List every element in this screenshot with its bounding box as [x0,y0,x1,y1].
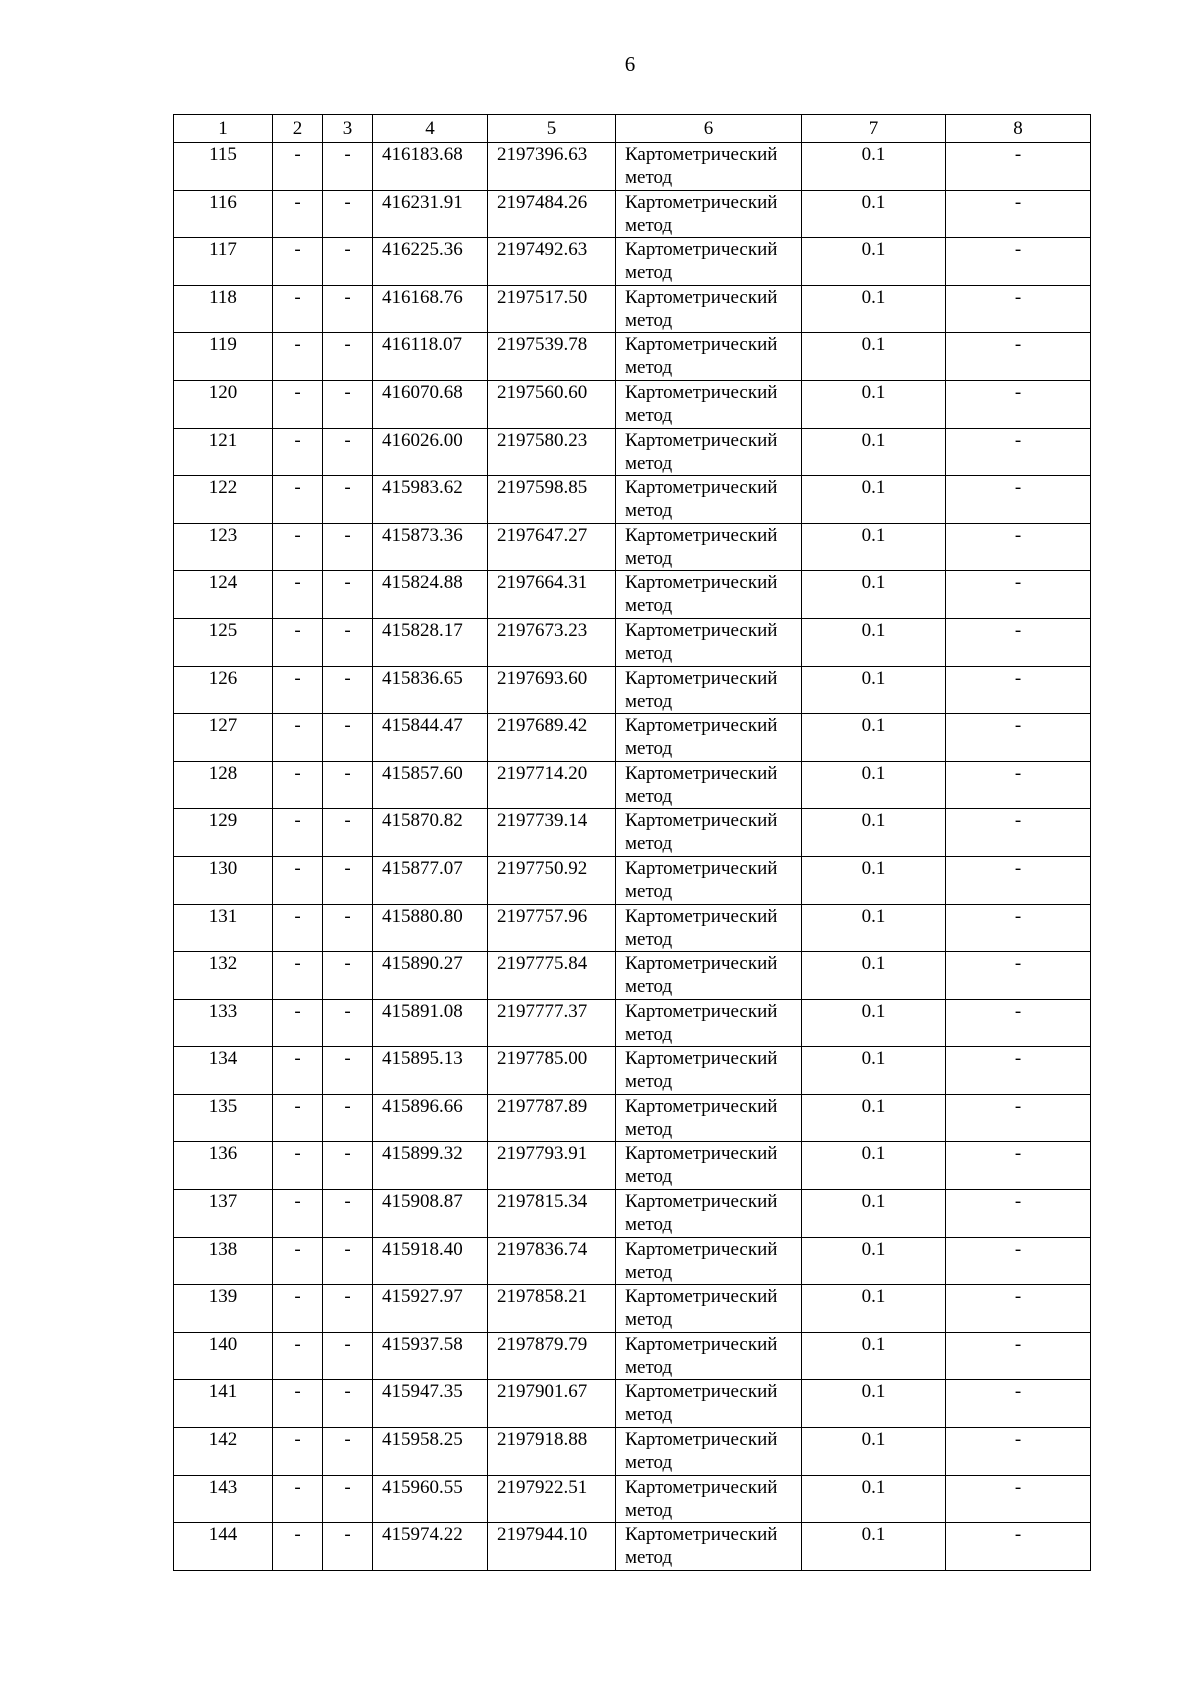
page-number: 6 [624,52,636,76]
note-cell: - [946,190,1091,238]
table-row [174,1523,1091,1571]
x-coordinate-cell: 415896.66 [373,1094,488,1142]
method-cell: Картометрический метод [616,856,802,904]
method-cell: Картометрический метод [616,1475,802,1523]
note-cell: - [946,238,1091,286]
accuracy-cell: 0.1 [802,714,946,762]
column-header: 4 [373,115,488,143]
column-3-cell: - [323,1428,373,1476]
column-3-cell: - [323,476,373,524]
note-cell: - [946,1428,1091,1476]
y-coordinate-cell: 2197739.14 [488,809,616,857]
note-cell: - [946,666,1091,714]
method-cell: Картометрический метод [616,143,802,191]
table-row [174,1332,1091,1380]
table-row [174,1428,1091,1476]
point-number-cell: 115 [174,143,273,191]
x-coordinate-cell: 415880.80 [373,904,488,952]
column-3-cell: - [323,1523,373,1571]
note-cell: - [946,1047,1091,1095]
point-number-cell: 139 [174,1285,273,1333]
point-number-cell: 128 [174,761,273,809]
column-3-cell: - [323,904,373,952]
method-cell: Картометрический метод [616,1094,802,1142]
column-2-cell: - [273,1380,323,1428]
x-coordinate-cell: 415899.32 [373,1142,488,1190]
table-row [174,523,1091,571]
point-number-cell: 118 [174,285,273,333]
point-number-cell: 116 [174,190,273,238]
column-2-cell: - [273,809,323,857]
y-coordinate-cell: 2197901.67 [488,1380,616,1428]
table-row [174,190,1091,238]
table-row [174,1237,1091,1285]
accuracy-cell: 0.1 [802,1285,946,1333]
table-row [174,856,1091,904]
point-number-cell: 122 [174,476,273,524]
column-2-cell: - [273,428,323,476]
x-coordinate-cell: 416231.91 [373,190,488,238]
method-cell: Картометрический метод [616,952,802,1000]
x-coordinate-cell: 416070.68 [373,380,488,428]
point-number-cell: 123 [174,523,273,571]
note-cell: - [946,618,1091,666]
method-cell: Картометрический метод [616,618,802,666]
point-number-cell: 121 [174,428,273,476]
accuracy-cell: 0.1 [802,618,946,666]
column-2-cell: - [273,1332,323,1380]
accuracy-cell: 0.1 [802,571,946,619]
y-coordinate-cell: 2197647.27 [488,523,616,571]
y-coordinate-cell: 2197664.31 [488,571,616,619]
note-cell: - [946,952,1091,1000]
method-cell: Картометрический метод [616,761,802,809]
accuracy-cell: 0.1 [802,761,946,809]
note-cell: - [946,809,1091,857]
note-cell: - [946,380,1091,428]
x-coordinate-cell: 415857.60 [373,761,488,809]
column-2-cell: - [273,476,323,524]
accuracy-cell: 0.1 [802,1094,946,1142]
column-header: 8 [946,115,1091,143]
y-coordinate-cell: 2197396.63 [488,143,616,191]
x-coordinate-cell: 416118.07 [373,333,488,381]
note-cell: - [946,523,1091,571]
column-2-cell: - [273,999,323,1047]
table-row [174,904,1091,952]
column-3-cell: - [323,1047,373,1095]
x-coordinate-cell: 415895.13 [373,1047,488,1095]
point-number-cell: 117 [174,238,273,286]
accuracy-cell: 0.1 [802,1380,946,1428]
column-3-cell: - [323,1380,373,1428]
method-cell: Картометрический метод [616,428,802,476]
note-cell: - [946,761,1091,809]
y-coordinate-cell: 2197944.10 [488,1523,616,1571]
note-cell: - [946,571,1091,619]
note-cell: - [946,904,1091,952]
column-2-cell: - [273,380,323,428]
table-row [174,285,1091,333]
table-row [174,952,1091,1000]
table-body [174,143,1091,1571]
point-number-cell: 133 [174,999,273,1047]
accuracy-cell: 0.1 [802,1047,946,1095]
note-cell: - [946,476,1091,524]
column-2-cell: - [273,761,323,809]
table-row [174,761,1091,809]
column-3-cell: - [323,523,373,571]
note-cell: - [946,285,1091,333]
y-coordinate-cell: 2197836.74 [488,1237,616,1285]
note-cell: - [946,1332,1091,1380]
x-coordinate-cell: 416168.76 [373,285,488,333]
point-number-cell: 124 [174,571,273,619]
method-cell: Картометрический метод [616,809,802,857]
y-coordinate-cell: 2197517.50 [488,285,616,333]
point-number-cell: 135 [174,1094,273,1142]
point-number-cell: 134 [174,1047,273,1095]
y-coordinate-cell: 2197560.60 [488,380,616,428]
method-cell: Картометрический метод [616,904,802,952]
method-cell: Картометрический метод [616,190,802,238]
accuracy-cell: 0.1 [802,428,946,476]
x-coordinate-cell: 416225.36 [373,238,488,286]
method-cell: Картометрический метод [616,523,802,571]
x-coordinate-cell: 415960.55 [373,1475,488,1523]
column-2-cell: - [273,523,323,571]
table-row [174,476,1091,524]
x-coordinate-cell: 415870.82 [373,809,488,857]
column-2-cell: - [273,1475,323,1523]
column-3-cell: - [323,714,373,762]
point-number-cell: 132 [174,952,273,1000]
x-coordinate-cell: 415891.08 [373,999,488,1047]
x-coordinate-cell: 415927.97 [373,1285,488,1333]
accuracy-cell: 0.1 [802,523,946,571]
point-number-cell: 136 [174,1142,273,1190]
x-coordinate-cell: 415958.25 [373,1428,488,1476]
note-cell: - [946,856,1091,904]
column-3-cell: - [323,761,373,809]
table-row [174,1190,1091,1238]
column-2-cell: - [273,1285,323,1333]
accuracy-cell: 0.1 [802,809,946,857]
column-2-cell: - [273,333,323,381]
note-cell: - [946,333,1091,381]
column-3-cell: - [323,1475,373,1523]
table-row [174,1285,1091,1333]
column-3-cell: - [323,1094,373,1142]
accuracy-cell: 0.1 [802,143,946,191]
y-coordinate-cell: 2197693.60 [488,666,616,714]
table-row [174,143,1091,191]
column-2-cell: - [273,714,323,762]
column-3-cell: - [323,809,373,857]
column-2-cell: - [273,143,323,191]
x-coordinate-cell: 415937.58 [373,1332,488,1380]
note-cell: - [946,714,1091,762]
x-coordinate-cell: 416026.00 [373,428,488,476]
column-3-cell: - [323,666,373,714]
column-2-cell: - [273,618,323,666]
table-row [174,238,1091,286]
column-3-cell: - [323,190,373,238]
note-cell: - [946,1380,1091,1428]
y-coordinate-cell: 2197757.96 [488,904,616,952]
table-row [174,618,1091,666]
column-3-cell: - [323,143,373,191]
method-cell: Картометрический метод [616,666,802,714]
x-coordinate-cell: 415908.87 [373,1190,488,1238]
y-coordinate-cell: 2197787.89 [488,1094,616,1142]
note-cell: - [946,1285,1091,1333]
point-number-cell: 130 [174,856,273,904]
y-coordinate-cell: 2197777.37 [488,999,616,1047]
table-row [174,1047,1091,1095]
accuracy-cell: 0.1 [802,1475,946,1523]
point-number-cell: 126 [174,666,273,714]
column-header: 5 [488,115,616,143]
note-cell: - [946,1190,1091,1238]
column-2-cell: - [273,1047,323,1095]
method-cell: Картометрический метод [616,1237,802,1285]
column-3-cell: - [323,1190,373,1238]
table-row [174,1475,1091,1523]
column-3-cell: - [323,571,373,619]
column-header: 2 [273,115,323,143]
table-row [174,1142,1091,1190]
y-coordinate-cell: 2197750.92 [488,856,616,904]
y-coordinate-cell: 2197689.42 [488,714,616,762]
column-2-cell: - [273,1428,323,1476]
column-3-cell: - [323,618,373,666]
accuracy-cell: 0.1 [802,1332,946,1380]
method-cell: Картометрический метод [616,333,802,381]
column-3-cell: - [323,1142,373,1190]
column-3-cell: - [323,380,373,428]
x-coordinate-cell: 415844.47 [373,714,488,762]
y-coordinate-cell: 2197714.20 [488,761,616,809]
column-header: 3 [323,115,373,143]
x-coordinate-cell: 415836.65 [373,666,488,714]
column-2-cell: - [273,1094,323,1142]
accuracy-cell: 0.1 [802,952,946,1000]
x-coordinate-cell: 415890.27 [373,952,488,1000]
accuracy-cell: 0.1 [802,856,946,904]
method-cell: Картометрический метод [616,714,802,762]
x-coordinate-cell: 415877.07 [373,856,488,904]
y-coordinate-cell: 2197918.88 [488,1428,616,1476]
note-cell: - [946,1237,1091,1285]
column-3-cell: - [323,285,373,333]
y-coordinate-cell: 2197858.21 [488,1285,616,1333]
y-coordinate-cell: 2197673.23 [488,618,616,666]
column-3-cell: - [323,999,373,1047]
column-2-cell: - [273,856,323,904]
method-cell: Картометрический метод [616,1523,802,1571]
method-cell: Картометрический метод [616,380,802,428]
method-cell: Картометрический метод [616,1047,802,1095]
note-cell: - [946,143,1091,191]
point-number-cell: 144 [174,1523,273,1571]
x-coordinate-cell: 416183.68 [373,143,488,191]
column-3-cell: - [323,952,373,1000]
y-coordinate-cell: 2197775.84 [488,952,616,1000]
point-number-cell: 131 [174,904,273,952]
accuracy-cell: 0.1 [802,333,946,381]
accuracy-cell: 0.1 [802,1237,946,1285]
point-number-cell: 127 [174,714,273,762]
point-number-cell: 138 [174,1237,273,1285]
method-cell: Картометрический метод [616,1380,802,1428]
accuracy-cell: 0.1 [802,1428,946,1476]
method-cell: Картометрический метод [616,285,802,333]
column-3-cell: - [323,238,373,286]
point-number-cell: 137 [174,1190,273,1238]
x-coordinate-cell: 415918.40 [373,1237,488,1285]
table-row [174,1094,1091,1142]
y-coordinate-cell: 2197793.91 [488,1142,616,1190]
point-number-cell: 142 [174,1428,273,1476]
accuracy-cell: 0.1 [802,904,946,952]
column-3-cell: - [323,428,373,476]
column-3-cell: - [323,856,373,904]
point-number-cell: 119 [174,333,273,381]
x-coordinate-cell: 415947.35 [373,1380,488,1428]
note-cell: - [946,428,1091,476]
table-row [174,571,1091,619]
accuracy-cell: 0.1 [802,380,946,428]
table-row [174,999,1091,1047]
column-2-cell: - [273,190,323,238]
accuracy-cell: 0.1 [802,285,946,333]
table-row [174,333,1091,381]
column-3-cell: - [323,1332,373,1380]
accuracy-cell: 0.1 [802,238,946,286]
accuracy-cell: 0.1 [802,666,946,714]
y-coordinate-cell: 2197598.85 [488,476,616,524]
y-coordinate-cell: 2197922.51 [488,1475,616,1523]
y-coordinate-cell: 2197580.23 [488,428,616,476]
table-row [174,714,1091,762]
method-cell: Картометрический метод [616,1190,802,1238]
column-2-cell: - [273,904,323,952]
column-header: 6 [616,115,802,143]
note-cell: - [946,1094,1091,1142]
point-number-cell: 140 [174,1332,273,1380]
y-coordinate-cell: 2197484.26 [488,190,616,238]
y-coordinate-cell: 2197785.00 [488,1047,616,1095]
note-cell: - [946,1142,1091,1190]
note-cell: - [946,1523,1091,1571]
x-coordinate-cell: 415824.88 [373,571,488,619]
method-cell: Картометрический метод [616,1285,802,1333]
accuracy-cell: 0.1 [802,1523,946,1571]
column-2-cell: - [273,1523,323,1571]
column-2-cell: - [273,666,323,714]
point-number-cell: 129 [174,809,273,857]
note-cell: - [946,999,1091,1047]
accuracy-cell: 0.1 [802,476,946,524]
point-number-cell: 141 [174,1380,273,1428]
y-coordinate-cell: 2197539.78 [488,333,616,381]
x-coordinate-cell: 415828.17 [373,618,488,666]
column-header: 7 [802,115,946,143]
accuracy-cell: 0.1 [802,190,946,238]
table-row [174,1380,1091,1428]
method-cell: Картометрический метод [616,238,802,286]
note-cell: - [946,1475,1091,1523]
method-cell: Картометрический метод [616,476,802,524]
column-2-cell: - [273,952,323,1000]
table-row [174,809,1091,857]
accuracy-cell: 0.1 [802,999,946,1047]
table-row [174,380,1091,428]
method-cell: Картометрический метод [616,571,802,619]
column-3-cell: - [323,333,373,381]
column-2-cell: - [273,1142,323,1190]
accuracy-cell: 0.1 [802,1190,946,1238]
column-2-cell: - [273,285,323,333]
x-coordinate-cell: 415983.62 [373,476,488,524]
method-cell: Картометрический метод [616,1428,802,1476]
table-row [174,666,1091,714]
column-3-cell: - [323,1285,373,1333]
method-cell: Картометрический метод [616,999,802,1047]
x-coordinate-cell: 415974.22 [373,1523,488,1571]
y-coordinate-cell: 2197815.34 [488,1190,616,1238]
accuracy-cell: 0.1 [802,1142,946,1190]
column-2-cell: - [273,1190,323,1238]
column-3-cell: - [323,1237,373,1285]
point-number-cell: 120 [174,380,273,428]
column-2-cell: - [273,1237,323,1285]
column-2-cell: - [273,238,323,286]
point-number-cell: 125 [174,618,273,666]
y-coordinate-cell: 2197492.63 [488,238,616,286]
x-coordinate-cell: 415873.36 [373,523,488,571]
table-header-row [174,115,1091,143]
coordinates-table [173,114,1091,1571]
y-coordinate-cell: 2197879.79 [488,1332,616,1380]
table-row [174,428,1091,476]
point-number-cell: 143 [174,1475,273,1523]
method-cell: Картометрический метод [616,1332,802,1380]
method-cell: Картометрический метод [616,1142,802,1190]
column-header: 1 [174,115,273,143]
column-2-cell: - [273,571,323,619]
